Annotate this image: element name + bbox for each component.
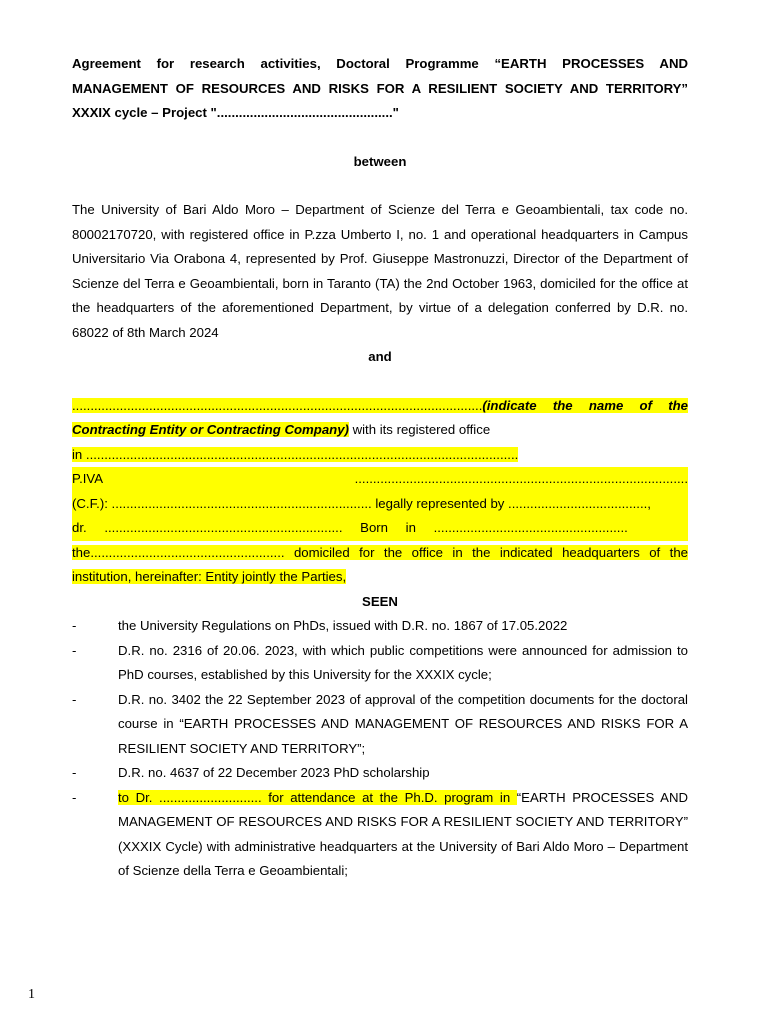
list-dash: - — [72, 642, 77, 658]
entity-piva-line — [72, 467, 688, 492]
scholarship-highlight: to Dr. ............................ for attendance at the Ph.D. program in — [118, 789, 517, 805]
entity-paragraph — [72, 394, 688, 443]
list-item — [72, 761, 688, 786]
entity-in-line — [72, 443, 688, 468]
list-item — [72, 786, 688, 884]
list-dash: - — [72, 789, 77, 805]
piva-label: P.IVA — [72, 471, 104, 486]
list-item — [72, 688, 688, 762]
and-heading: and — [368, 349, 392, 364]
entity-the-text: the..................................................... domiciled for the office in the indicated headquarters of the institution, hereinafter: Entity jointly the Parties, — [72, 544, 688, 584]
document-title: Agreement for research activities, Doctoral Programme “EARTH PROCESSES AND MANAGEMENT OF RESOURCES AND RISKS FOR A RESILIENT SOCIETY AND TERRITORY” XXXIX cycle – Project "................................................" — [72, 56, 688, 120]
list-item-text: D.R. no. 3402 the 22 September 2023 of approval of the competition documents for the doctoral course in “EARTH PROCESSES AND MANAGEMENT OF RESOURCES AND RISKS FOR A RESILIENT SOCIETY AND TERRITORY”; — [118, 691, 688, 756]
list-item — [72, 614, 688, 639]
page-number: 1 — [28, 987, 35, 1002]
list-dash: - — [72, 691, 77, 707]
seen-heading: SEEN — [362, 593, 398, 609]
document-page — [72, 52, 688, 884]
university-paragraph: The University of Bari Aldo Moro – Department of Scienze del Terra e Geoambientali, tax code no. 80002170720, with registered office in P.zza Umberto I, no. 1 and operational headquarters in Campus Universitario Via Orabona 4, represented by Prof. Giuseppe Mastronuzzi, Director of the Department of Scienze del Terra e Geoambientali, born in Taranto (TA) the 2nd October 1963, domiciled for the office at the headquarters of the aforementioned Department, by virtue of a delegation conferred by D.R. no. 68022 of 8th March 2024 — [72, 202, 688, 340]
between-heading: between — [353, 153, 407, 169]
list-dash: - — [72, 618, 77, 633]
list-item-text: D.R. no. 4637 of 22 December 2023 PhD scholarship — [118, 765, 430, 780]
entity-the-line — [72, 541, 688, 590]
entity-dr-line: dr. ................................................................. Born in ..................................................... — [72, 516, 688, 541]
list-item-text: D.R. no. 2316 of 20.06. 2023, with which public competitions were announced for admission to PhD courses, established by this University for the XXXIX cycle; — [118, 642, 688, 682]
list-item-text — [118, 786, 688, 884]
list-item — [72, 639, 688, 688]
entity-indicate-note: (indicate the name of the Contracting Entity or Contracting Company) — [72, 397, 688, 437]
list-item-text: the University Regulations on PhDs, issued with D.R. no. 1867 of 17.05.2022 — [118, 618, 568, 633]
entity-cf-line: (C.F.): ....................................................................... legally represented by ......................................, — [72, 492, 688, 517]
entity-registered-text: with its registered office — [348, 422, 491, 437]
list-dash: - — [72, 765, 77, 780]
piva-dots: ........................................................................................... — [354, 471, 688, 486]
entity-in-dots: in ...................................................................................................................... — [72, 446, 519, 462]
entity-dots: ................................................................................................................ — [72, 397, 483, 413]
scholarship-rest: “EARTH PROCESSES AND MANAGEMENT OF RESOURCES AND RISKS FOR A RESILIENT SOCIETY AND TERRITORY” (XXXIX Cycle) with administrative headquarters at the University of Bari Aldo Moro – Department of Scienze della Terra e Geoambientali; — [118, 789, 688, 878]
